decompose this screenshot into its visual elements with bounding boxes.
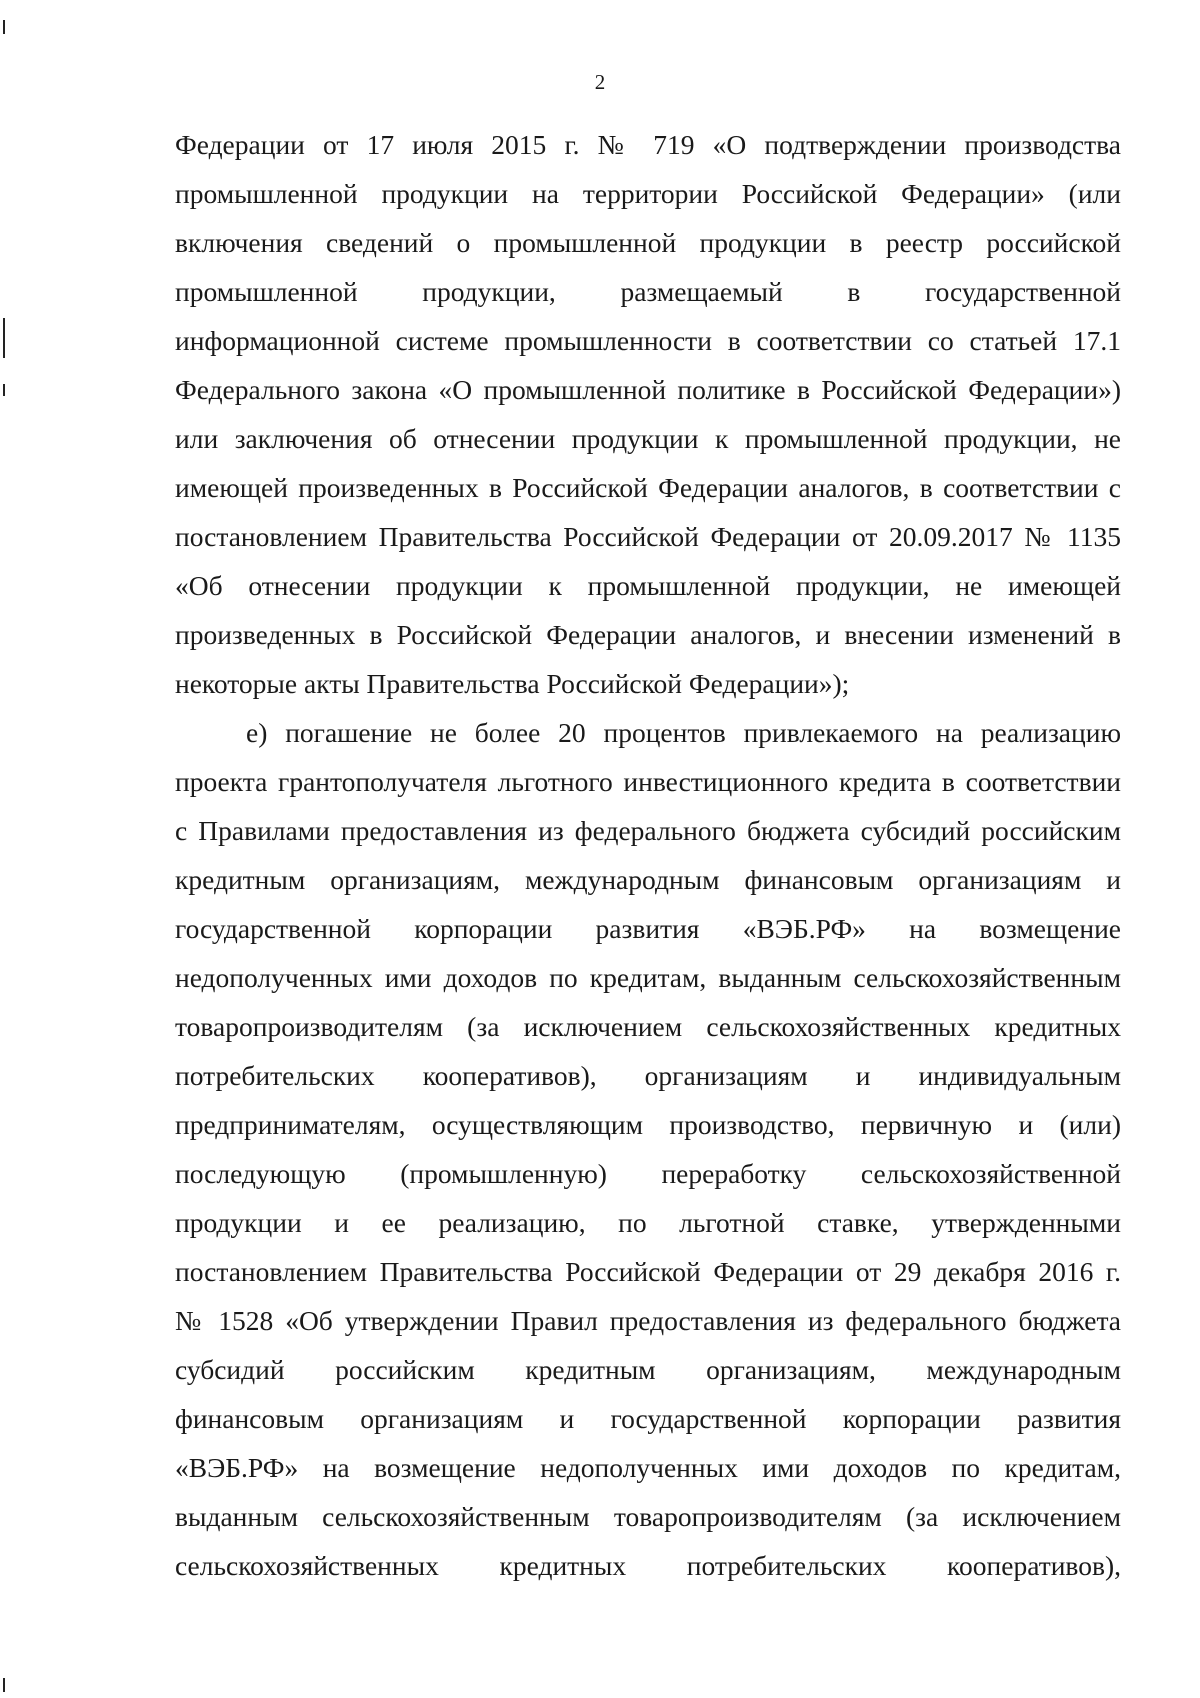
text-line: проекта грантополучателя льготного инвестиционного кредита в соответствии — [175, 766, 1121, 797]
text-line: включения сведений о промышленной продукции в реестр российской — [175, 227, 1121, 258]
scan-artifact-mark — [3, 1678, 5, 1692]
text-line: или заключения об отнесении продукции к промышленной продукции, не — [175, 423, 1121, 454]
text-line: финансовым организациям и государственной корпорации развития — [175, 1403, 1121, 1434]
text-line: выданным сельскохозяйственным товаропроизводителям (за исключением — [175, 1501, 1121, 1532]
text-line: субсидий российским кредитным организациям, международным — [175, 1354, 1121, 1385]
page-number: 2 — [594, 70, 606, 94]
text-line: потребительских кооперативов), организациям и индивидуальным — [175, 1060, 1121, 1091]
text-line: имеющей произведенных в Российской Федерации аналогов, в соответствии с — [175, 472, 1121, 503]
text-line: Федерации от 17 июля 2015 г. № 719 «О подтверждении производства — [175, 129, 1121, 160]
text-line: некоторые акты Правительства Российской Федерации»); — [175, 668, 850, 699]
text-line: Федерального закона «О промышленной политике в Российской Федерации») — [175, 374, 1121, 405]
scan-artifact-mark — [3, 318, 5, 358]
text-line: товаропроизводителям (за исключением сельскохозяйственных кредитных — [175, 1011, 1121, 1042]
text-line: постановлением Правительства Российской Федерации от 20.09.2017 № 1135 — [175, 521, 1121, 552]
text-line: с Правилами предоставления из федерального бюджета субсидий российским — [175, 815, 1121, 846]
text-line: государственной корпорации развития «ВЭБ.РФ» на возмещение — [175, 913, 1121, 944]
text-line: «Об отнесении продукции к промышленной продукции, не имеющей — [175, 570, 1121, 601]
text-line: сельскохозяйственных кредитных потребительских кооперативов), — [175, 1550, 1121, 1581]
text-line: промышленной продукции на территории Российской Федерации» (или — [175, 178, 1121, 209]
text-line: постановлением Правительства Российской Федерации от 29 декабря 2016 г. — [175, 1256, 1121, 1287]
text-line: предпринимателям, осуществляющим производство, первичную и (или) — [175, 1109, 1121, 1140]
text-line: продукции и ее реализацию, по льготной ставке, утвержденными — [175, 1207, 1121, 1238]
text-line: «ВЭБ.РФ» на возмещение недополученных ими доходов по кредитам, — [175, 1452, 1121, 1483]
text-line: кредитным организациям, международным финансовым организациям и — [175, 864, 1121, 895]
text-line: информационной системе промышленности в соответствии со статьей 17.1 — [175, 325, 1121, 356]
text-line: последующую (промышленную) переработку сельскохозяйственной — [175, 1158, 1121, 1189]
scan-artifact-mark — [3, 20, 5, 34]
scan-artifact-mark — [3, 384, 5, 396]
text-line: произведенных в Российской Федерации аналогов, и внесении изменений в — [175, 619, 1121, 650]
paragraph-start-line: е) погашение не более 20 процентов привлекаемого на реализацию — [246, 717, 1121, 748]
text-line: № 1528 «Об утверждении Правил предоставления из федерального бюджета — [175, 1305, 1121, 1336]
text-line: промышленной продукции, размещаемый в государственной — [175, 276, 1121, 307]
text-line: недополученных ими доходов по кредитам, выданным сельскохозяйственным — [175, 962, 1121, 993]
